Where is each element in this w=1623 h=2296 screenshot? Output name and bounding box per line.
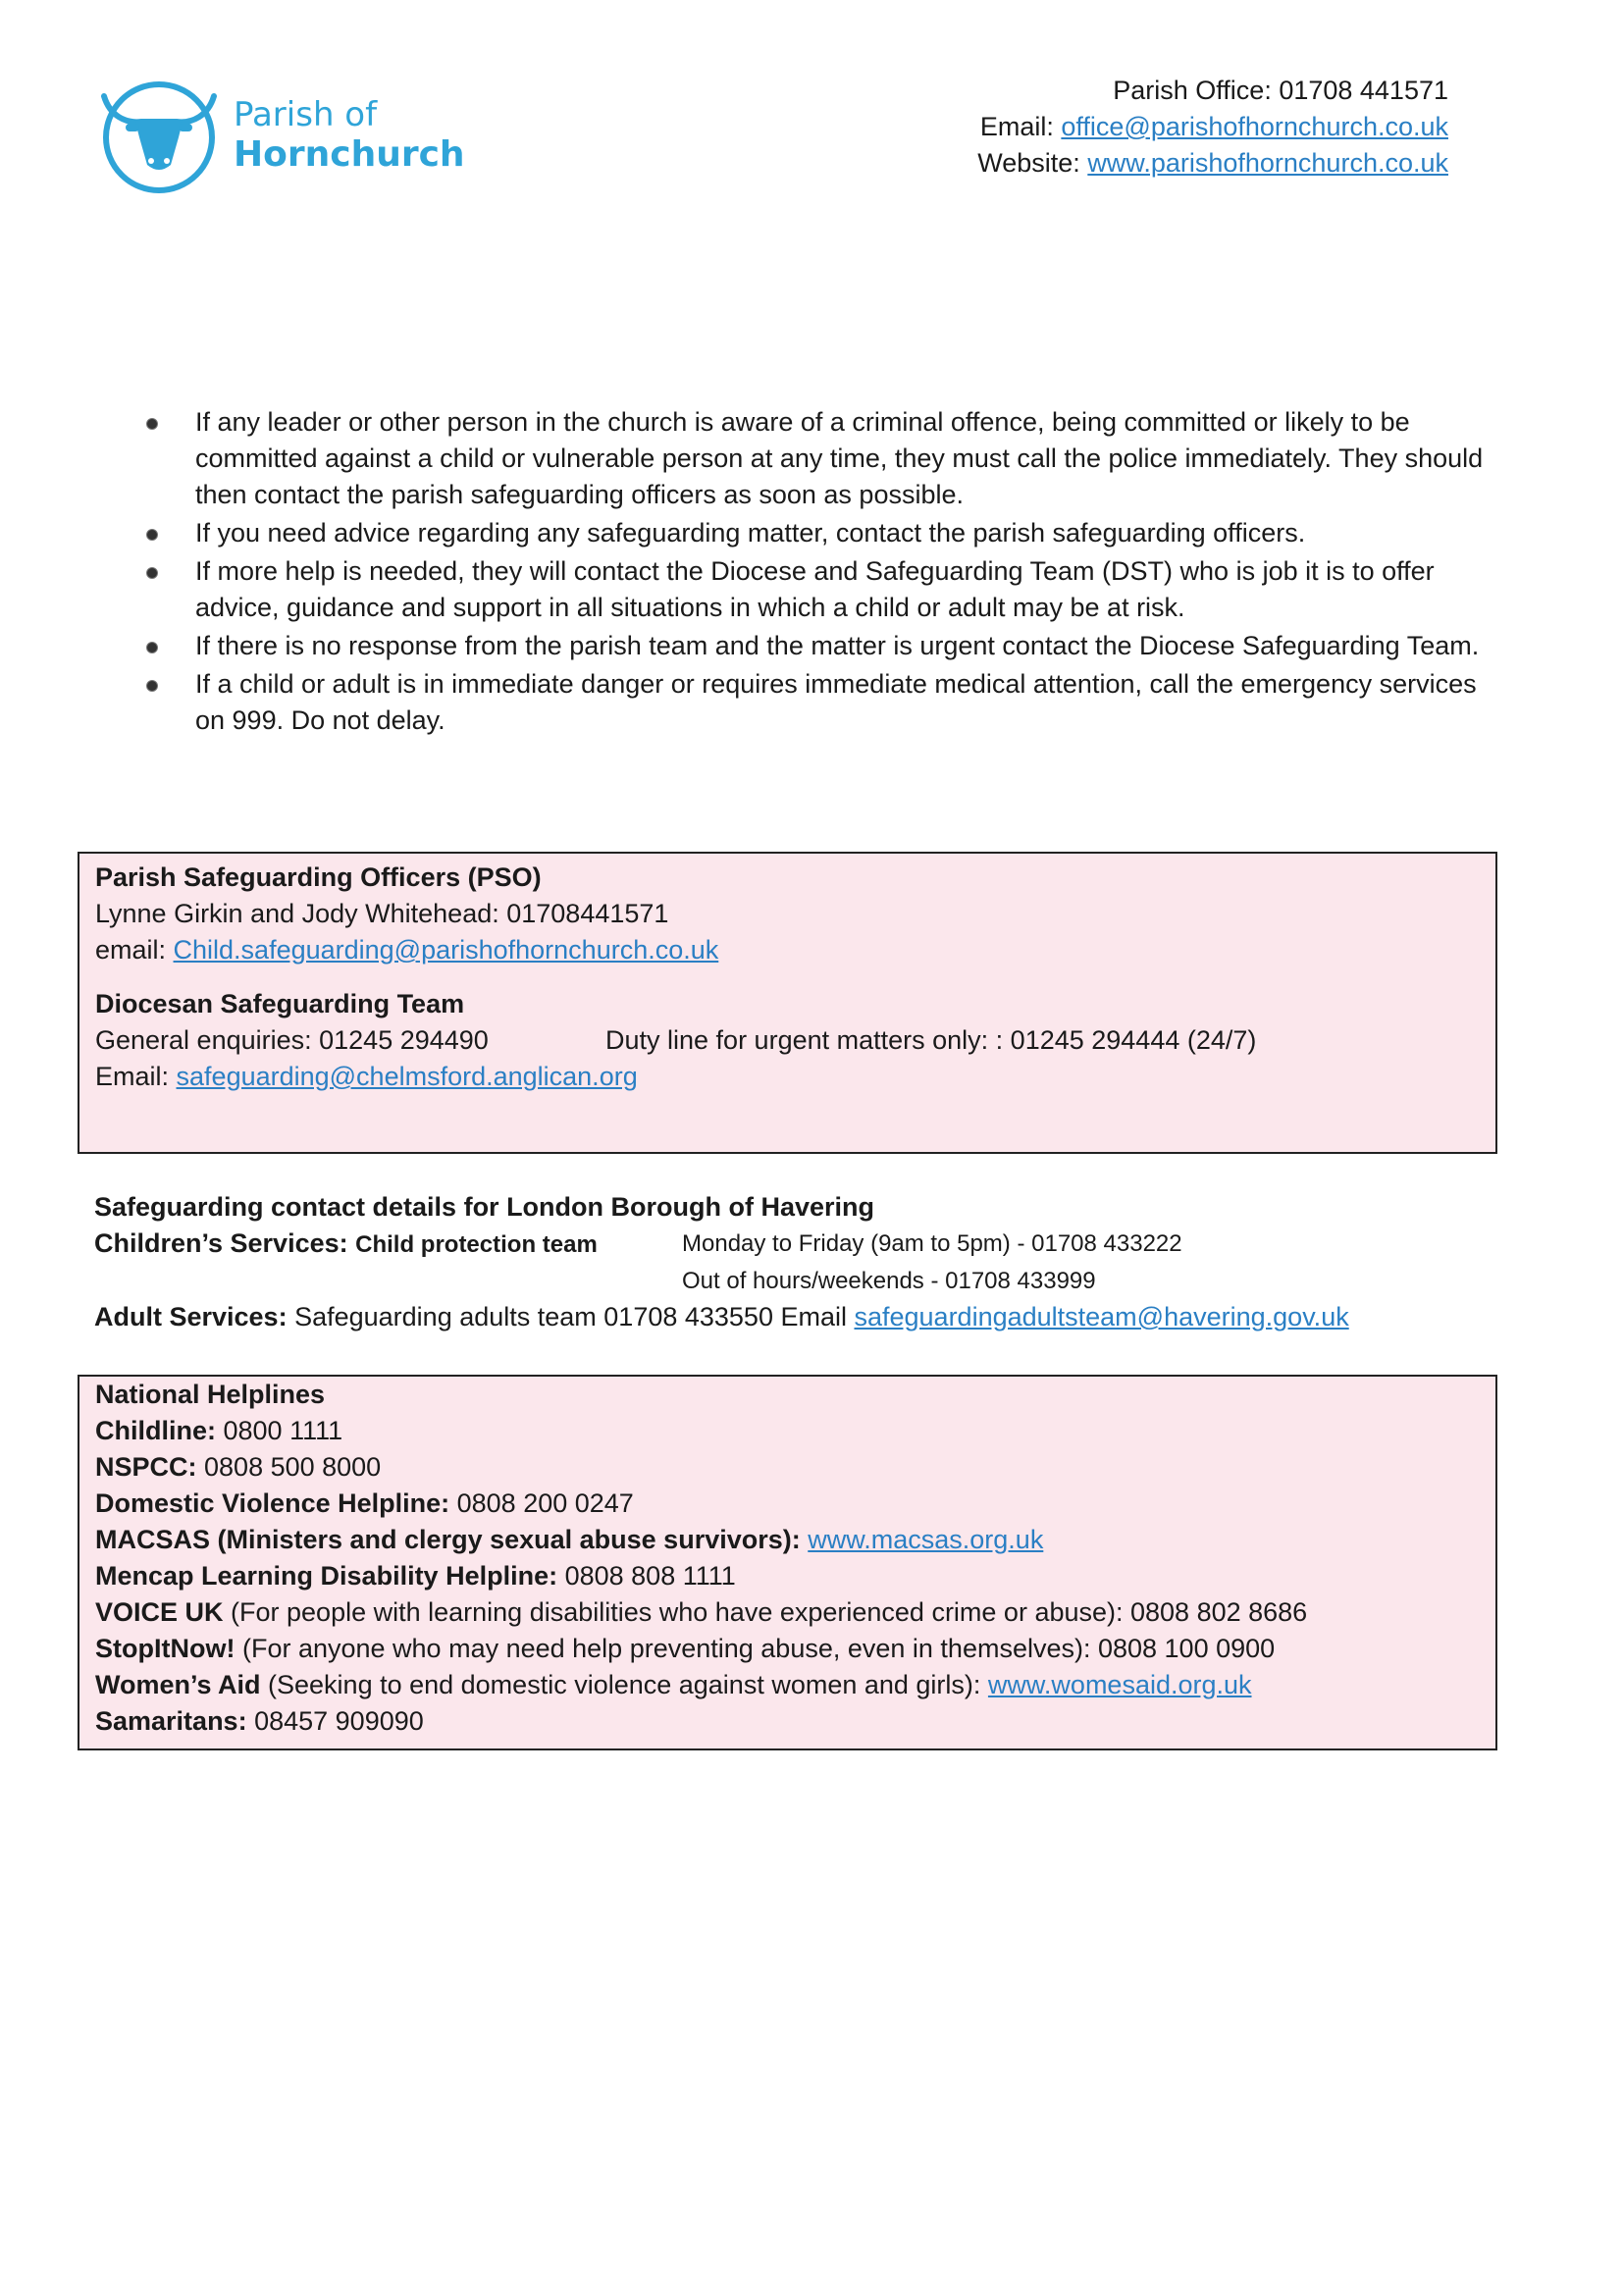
helpline-row <box>95 1449 1480 1486</box>
helpline-row <box>95 1486 1480 1522</box>
helpline-row <box>95 1413 1480 1449</box>
office-email-link[interactable]: office@parishofhornchurch.co.uk <box>1061 112 1448 141</box>
helplines-heading: National Helplines <box>95 1380 326 1409</box>
helpline-detail: (For anyone who may need help preventing abuse, even in themselves): 0808 100 0900 <box>235 1634 1276 1663</box>
list-item <box>142 666 1496 739</box>
bullet-icon <box>146 642 158 653</box>
helpline-name: StopItNow! <box>95 1634 236 1663</box>
list-item-text: If a child or adult is in immediate danger or requires immediate medical attention, call the emergency services on 999. Do not delay. <box>195 669 1477 735</box>
helpline-row <box>95 1703 1480 1740</box>
bullet-icon <box>146 567 158 579</box>
bullet-icon <box>146 418 158 430</box>
helpline-detail: 0808 200 0247 <box>449 1488 634 1518</box>
safeguarding-officers-box <box>78 852 1497 1154</box>
adult-services-row <box>94 1299 1507 1335</box>
childrens-services-hours: Monday to Friday (9am to 5pm) - 01708 433222 <box>682 1230 1182 1257</box>
parish-office-phone: Parish Office: 01708 441571 <box>1113 76 1448 105</box>
list-item-text: If you need advice regarding any safeguarding matter, contact the parish safeguarding officers. <box>195 518 1306 548</box>
dst-email-label: Email: <box>95 1062 177 1091</box>
website-label: Website: <box>977 148 1088 178</box>
website-link[interactable]: www.parishofhornchurch.co.uk <box>1087 148 1448 178</box>
list-item-text: If there is no response from the parish team and the matter is urgent contact the Diocese Safeguarding Team. <box>195 631 1480 660</box>
helpline-name: VOICE UK <box>95 1597 224 1627</box>
contact-website-row <box>977 145 1448 182</box>
havering-heading: Safeguarding contact details for London Borough of Havering <box>94 1192 875 1222</box>
pso-heading: Parish Safeguarding Officers (PSO) <box>95 862 542 892</box>
logo-wordmark <box>234 96 465 175</box>
contact-email-row <box>977 109 1448 145</box>
pso-names: Lynne Girkin and Jody Whitehead: 01708441571 <box>95 899 669 928</box>
helpline-name: Domestic Violence Helpline: <box>95 1488 450 1518</box>
helpline-detail: 0808 500 8000 <box>196 1452 382 1482</box>
helpline-name: Childline: <box>95 1416 216 1445</box>
helpline-name: MACSAS (Ministers and clergy sexual abuse survivors): <box>95 1525 801 1554</box>
pso-email-row <box>95 932 1480 968</box>
helpline-name: Samaritans: <box>95 1706 247 1736</box>
dst-duty-line: Duty line for urgent matters only: : 01245 294444 (24/7) <box>605 1025 1257 1055</box>
childrens-services-label: Children’s Services: <box>94 1228 348 1258</box>
macsas-link[interactable]: www.macsas.org.uk <box>808 1525 1044 1554</box>
womens-aid-link[interactable]: www.womesaid.org.uk <box>987 1670 1252 1699</box>
helpline-row <box>95 1558 1480 1594</box>
helpline-row <box>95 1594 1480 1631</box>
bullet-icon <box>146 529 158 541</box>
national-helplines-box <box>78 1375 1497 1750</box>
child-protection-team: Child protection team <box>355 1231 598 1258</box>
helpline-row <box>95 1631 1480 1667</box>
spacer <box>95 968 1480 986</box>
havering-contacts <box>94 1189 1507 1335</box>
list-item <box>142 515 1496 551</box>
parish-logo <box>96 73 465 198</box>
logo-line-1: Parish of <box>234 94 378 134</box>
dst-email-row <box>95 1059 1480 1095</box>
helpline-detail: 0800 1111 <box>216 1416 343 1445</box>
bullet-icon <box>146 680 158 692</box>
helpline-detail: 0808 808 1111 <box>557 1561 736 1591</box>
out-of-hours: Out of hours/weekends - 01708 433999 <box>682 1268 1096 1294</box>
pso-email-label: email: <box>95 935 174 965</box>
adult-services-label: Adult Services: <box>94 1302 288 1331</box>
helpline-name: NSPCC: <box>95 1452 197 1482</box>
helpline-detail: (For people with learning disabilities who have experienced crime or abuse): 0808 802 8686 <box>223 1597 1308 1627</box>
dst-email-link[interactable]: safeguarding@chelmsford.anglican.org <box>176 1062 638 1091</box>
email-label: Email: <box>979 112 1062 141</box>
helpline-name: Mencap Learning Disability Helpline: <box>95 1561 558 1591</box>
bull-head-logo-icon <box>96 73 222 198</box>
pso-email-link[interactable]: Child.safeguarding@parishofhornchurch.co.uk <box>173 935 719 965</box>
list-item <box>142 404 1496 513</box>
helpline-detail: 08457 909090 <box>246 1706 424 1736</box>
list-item-text: If more help is needed, they will contact the Diocese and Safeguarding Team (DST) who is job it is to offer advice, guidance and support in all situations in which a child or adult may be at risk. <box>195 556 1435 622</box>
contact-details <box>977 73 1448 182</box>
safeguarding-guidance-list <box>142 404 1496 741</box>
logo-line-2: Hornchurch <box>234 133 465 175</box>
list-item-text: If any leader or other person in the church is aware of a criminal offence, being committed or likely to be committed against a child or vulnerable person at any time, they must call the police immediately. They should then contact the parish safeguarding officers as soon as possible. <box>195 407 1484 509</box>
dst-phone-row <box>95 1022 1480 1059</box>
adult-services-text: Safeguarding adults team 01708 433550 Email <box>287 1302 855 1331</box>
dst-general-enquiries: General enquiries: 01245 294490 <box>95 1025 489 1055</box>
dst-heading: Diocesan Safeguarding Team <box>95 989 465 1018</box>
helpline-name: Women’s Aid <box>95 1670 261 1699</box>
adult-services-email-link[interactable]: safeguardingadultsteam@havering.gov.uk <box>854 1302 1349 1331</box>
helpline-detail: (Seeking to end domestic violence against women and girls): <box>260 1670 988 1699</box>
helpline-row <box>95 1522 1480 1558</box>
helpline-row <box>95 1667 1480 1703</box>
childrens-services-label-group <box>94 1226 682 1263</box>
childrens-services-row <box>94 1226 1507 1263</box>
list-item <box>142 628 1496 664</box>
list-item <box>142 553 1496 626</box>
